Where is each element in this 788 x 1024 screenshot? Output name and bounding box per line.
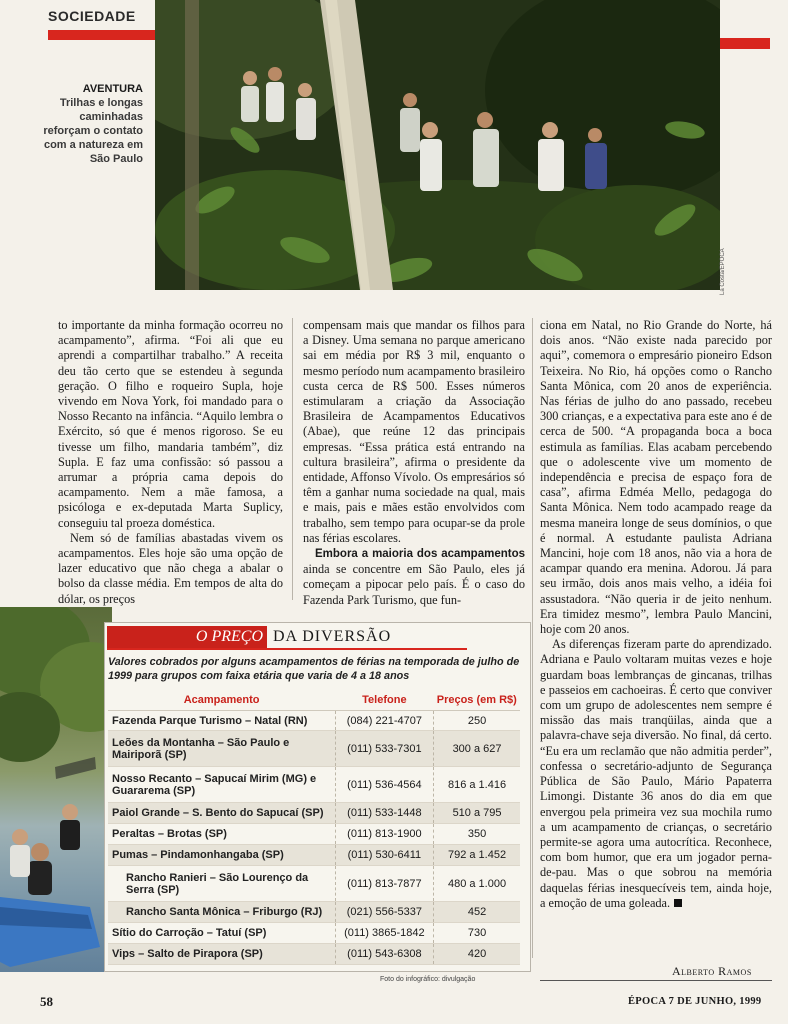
camp-price: 300 a 627 [434,731,520,767]
article-column-3 [540,318,772,911]
camp-price: 510 a 795 [434,803,520,824]
infographic-title-rest: DA DIVERSÃO [273,628,392,645]
camp-phone: (011) 813-1900 [335,824,433,845]
price-table [108,690,520,965]
column2-paragraph-1: compensam mais que mandar os filhos para a Disney. Uma semana no parque americano sai em média por R$ 3 mil, enquanto o mesmo período num acampamento brasileiro custa cerca de R$ 500. Esses números estimularam a criação da Associação Brasileira de Acampamentos Educativos (Abae), que reúne 12 das principais empresas. “Essa prática está entrando na cultura brasileira”, afirma o presidente da entidade, Affonso Vívolo. Os empresários só têm a ganhar numa sociedade na qual, mais e mais, pais e mães estão envolvidos com trabalho, sem tempo para ocupar-se da prole nas férias escolares. [303,318,525,545]
infographic-description: Valores cobrados por alguns acampamentos de férias na temporada de julho de 1999 para grupos com faixa etária que varia de 4 a 18 anos [108,656,520,682]
main-photo [155,0,720,290]
infographic-title [107,626,467,650]
end-of-article-icon [674,899,682,907]
camp-price: 816 a 1.416 [434,767,520,803]
camp-price: 420 [434,944,520,965]
article-column-1 [58,318,283,607]
column2-paragraph-2: ainda se concentre em São Paulo, eles já começam a pipocar pelo país. É o caso do Fazenda Park Turismo, que fun- [303,562,525,607]
page-number: 58 [40,994,53,1009]
camp-phone: (011) 543-6308 [335,944,433,965]
canoe-photo-illustration [0,607,112,972]
section-label: SOCIEDADE [48,8,136,24]
right-red-bar [720,38,770,49]
photo-credit: La Costa/ÉPOCA [720,248,726,295]
camp-name: Vips – Salto de Pirapora (SP) [108,944,335,965]
camp-name: Fazenda Parque Turismo – Natal (RN) [108,711,335,731]
article-column-2 [303,318,525,608]
camp-name: Leões da Montanha – São Paulo e Mairiporã (SP) [108,731,335,767]
camp-phone: (084) 221-4707 [335,711,433,731]
header-price: Preços (em R$) [434,690,520,711]
table-row [108,923,520,944]
column3-paragraph-2: As diferenças fizeram parte do aprendizado. Adriana e Paulo voltaram muitas vezes e hoje guardam boas lembranças de gincanas, trilhas e passeios em cachoeiras. É certo que conviver com um grupo de adolescentes nem sempre é missão das mais tranqüilas, ainda que a palavra-chave seja diversão. No final, dá certo. “Eu era um reclamão que não admitia perder”, confessa o secretário-adjunto de Segurança Pública de São Paulo, Mário Papaterra Limongi. Distante 36 anos do dia em que envergou pela primeira vez sua mochila rumo a um acampamento de crianças, o secretário permite-se agora uma autocrítica. Reconhece, com bom humor, que era um jogador perna-de-pau. Mas o que sobrou na memória daquelas férias inesquecíveis tem, ainda hoje, a emoção de uma goleada. [540,637,772,910]
camp-name: Peraltas – Brotas (SP) [108,824,335,845]
camp-name: Rancho Ranieri – São Lourenço da Serra (SP) [108,866,335,902]
table-row [108,902,520,923]
caption-kicker: AVENTURA [82,83,143,95]
table-row [108,803,520,824]
canoe-photo [0,607,112,972]
camp-name: Rancho Santa Mônica – Friburgo (RJ) [108,902,335,923]
table-row [108,824,520,845]
camp-name: Pumas – Pindamonhangaba (SP) [108,845,335,866]
camp-name: Sítio do Carroção – Tatuí (SP) [108,923,335,944]
camp-phone: (011) 533-7301 [335,731,433,767]
infographic-credit: Foto do infográfico: divulgação [380,976,476,983]
author-rule [540,980,772,981]
camp-phone: (011) 530-6411 [335,845,433,866]
infographic-title-red: O PREÇO [107,626,267,648]
magazine-footer: ÉPOCA 7 DE JUNHO, 1999 [628,996,762,1007]
camp-price: 480 a 1.000 [434,866,520,902]
camp-price: 250 [434,711,520,731]
table-row [108,944,520,965]
table-row [108,845,520,866]
header-camp: Acampamento [108,690,335,711]
camp-phone: (011) 533-1448 [335,803,433,824]
main-photo-illustration [155,0,720,290]
camp-phone: (011) 3865-1842 [335,923,433,944]
column3-paragraph-1: ciona em Natal, no Rio Grande do Norte, há dois anos. “Não existe nada parecido por aqui”, comemora o empresário pioneiro Edson Teixeira. No Rio, há opções como o Rancho Santa Mônica, com 20 anos de experiência. Nas férias de julho do ano passado, recebeu 300 crianças, e a expectativa para este ano é de cerca de 500. “A propaganda boca a boca estimula as famílias. Elas acabam percebendo que o adolescente vive um momento de independência e precisa de espaço fora de casa”, afirma Edméa Mello, pedagoga do Santa Mônica. Nem todo acampado reage da mesma maneira longe de seus domínios, o que é normal. A estudante paulista Adriana Mancini, hoje com 18 anos, não via a hora de acampar quando era menina. Adorou. Já para seu irmão, dois anos mais velho, a idéia foi assustadora. “Não queria ir de jeito nenhum. Era timidez mesmo”, lembra Paulo Mancini, hoje com 20 anos. [540,318,772,637]
camp-name: Paiol Grande – S. Bento do Sapucaí (SP) [108,803,335,824]
column1-paragraph-2: Nem só de famílias abastadas vivem os acampamentos. Eles hoje são uma opção de lazer educativo que não chega a abalar o bolso da classe média. Em tempos de alta do dólar, os preços [58,530,283,606]
column-divider-2 [532,318,533,958]
header-phone: Telefone [335,690,433,711]
table-row [108,731,520,767]
author-byline: Alberto Ramos [672,964,752,978]
column1-paragraph-1: to importante da minha formação ocorreu no acampamento”, afirma. “Foi ali que eu aprendi a compartilhar trabalho.” A receita deu tão certo que se estendeu à segunda geração. O filho e roqueiro Supla, hoje vivendo em Nova York, foi mandado para o Nosso Recanto na infância. “Aquilo lembra o Exército, só que é menos rigoroso. Se eu tivesse um filho, mandaria também”, diz Supla. E faz uma confissão: só passou a arrumar a própria cama depois do acampamento. Nem a mãe famosa, a psicóloga e ex-deputada Marta Suplicy, conseguiu tal proeza doméstica. [58,318,283,530]
column2-lead-in: Embora a maioria dos acampamentos [315,548,525,561]
column-divider-1 [292,318,293,600]
camp-price: 452 [434,902,520,923]
price-table-header [108,690,520,711]
table-row [108,866,520,902]
camp-phone: (011) 536-4564 [335,767,433,803]
photo-caption [40,82,143,166]
camp-name: Nosso Recanto – Sapucaí Mirim (MG) e Guararema (SP) [108,767,335,803]
camp-price: 350 [434,824,520,845]
camp-phone: (021) 556-5337 [335,902,433,923]
camp-price: 730 [434,923,520,944]
table-row [108,711,520,731]
caption-text: Trilhas e longas caminhadas reforçam o contato com a natureza em São Paulo [43,97,143,165]
table-row [108,767,520,803]
section-red-bar [48,30,156,40]
camp-phone: (011) 813-7877 [335,866,433,902]
camp-price: 792 a 1.452 [434,845,520,866]
